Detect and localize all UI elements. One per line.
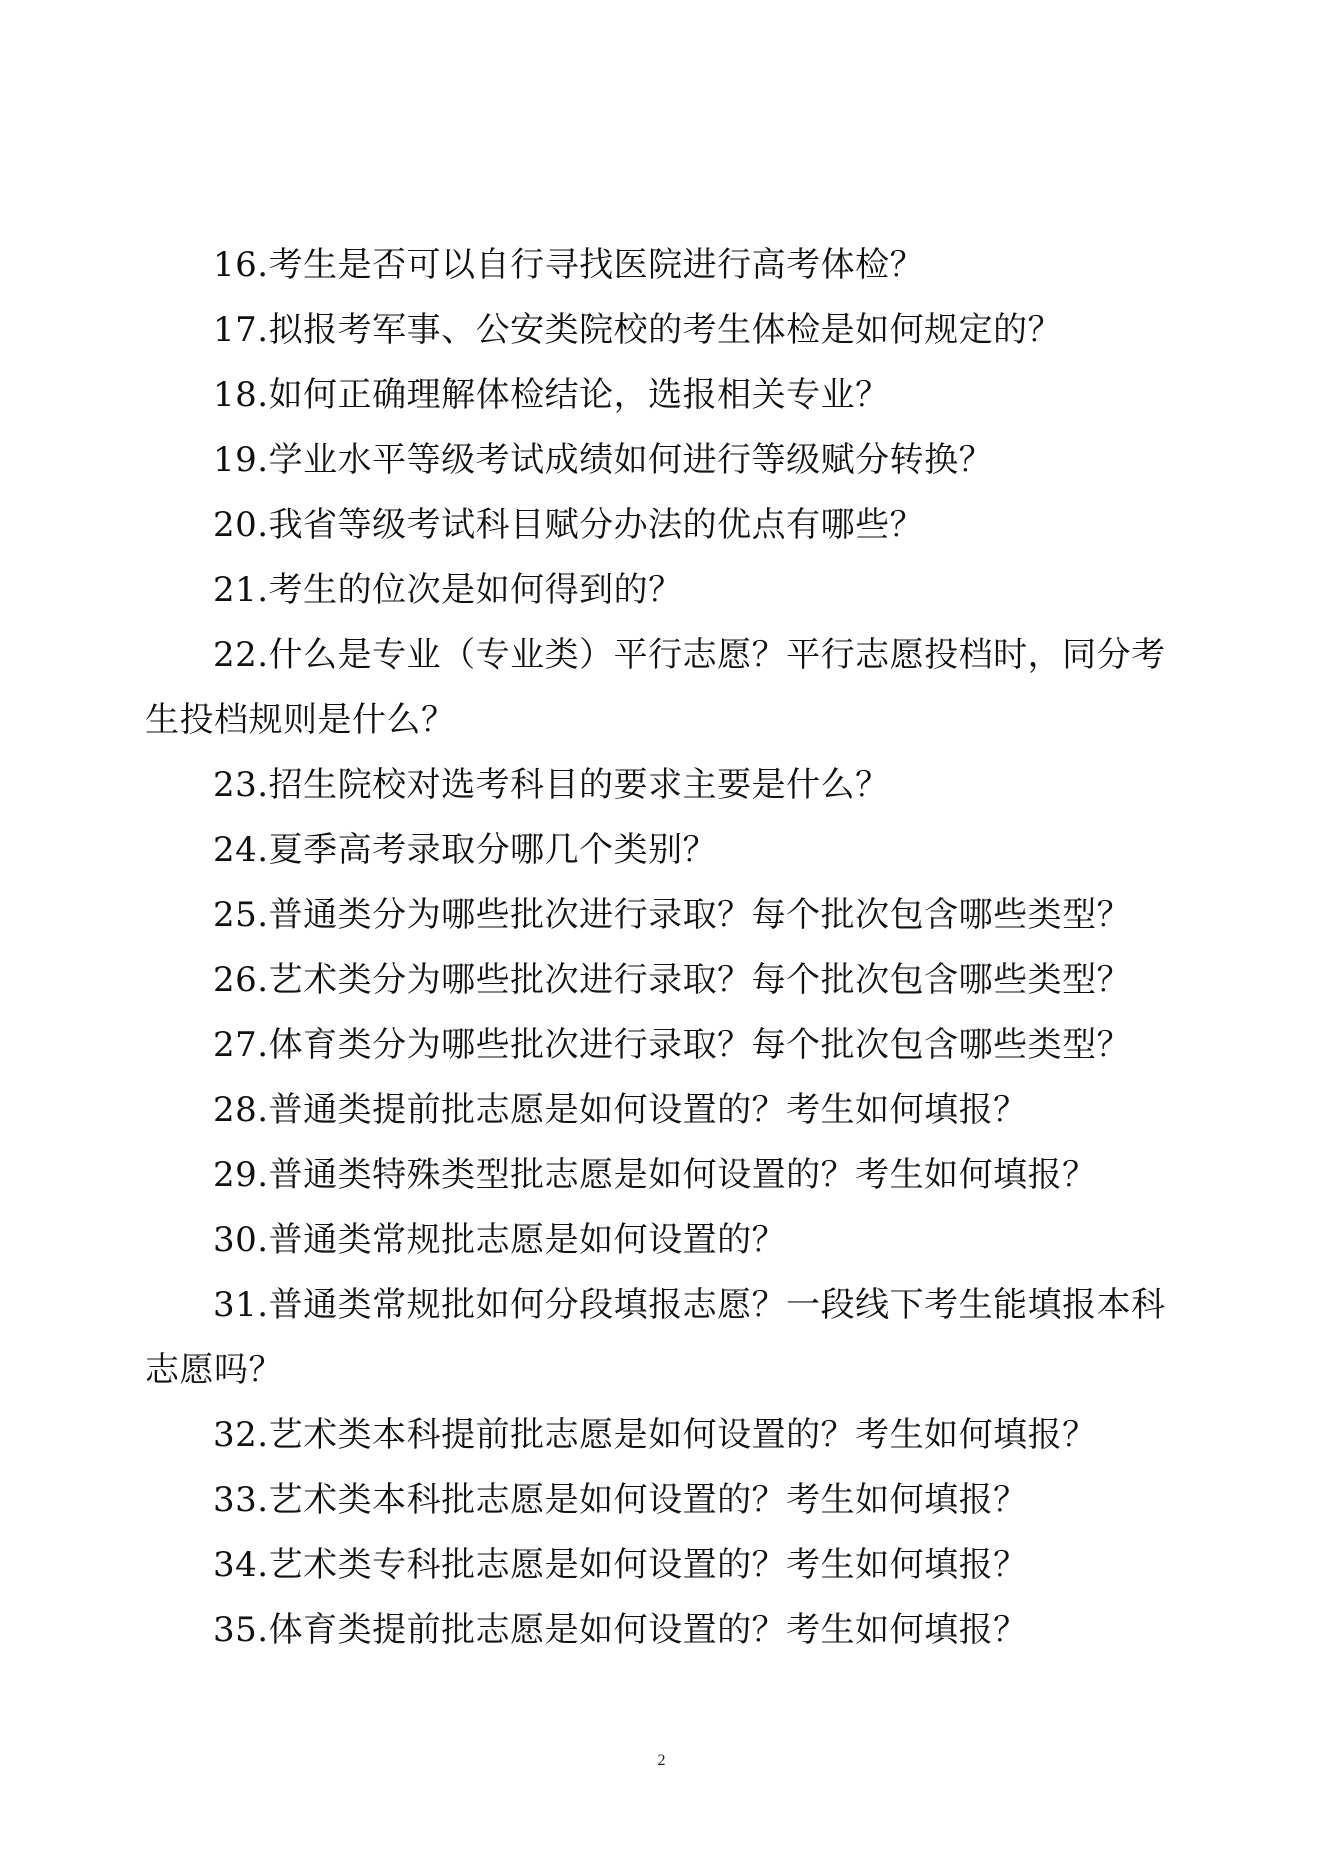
question-item-21: 21.考生的位次是如何得到的？: [213, 570, 683, 610]
question-item-35: 35.体育类提前批志愿是如何设置的？考生如何填报？: [213, 1610, 1028, 1650]
question-item-17: 17.拟报考军事、公安类院校的考生体检是如何规定的？: [213, 310, 1063, 350]
question-item-23: 23.招生院校对选考科目的要求主要是什么？: [213, 765, 890, 805]
question-item-25: 25.普通类分为哪些批次进行录取？每个批次包含哪些类型？: [213, 895, 1132, 935]
question-item-18: 18.如何正确理解体检结论，选报相关专业？: [213, 375, 890, 415]
question-item-34: 34.艺术类专科批志愿是如何设置的？考生如何填报？: [213, 1545, 1028, 1585]
question-item-33: 33.艺术类本科批志愿是如何设置的？考生如何填报？: [213, 1480, 1028, 1520]
question-item-27: 27.体育类分为哪些批次进行录取？每个批次包含哪些类型？: [213, 1025, 1132, 1065]
question-item-24: 24.夏季高考录取分哪几个类别？: [213, 830, 718, 870]
question-item-31: 31.普通类常规批如何分段填报志愿？一段线下考生能填报本科志愿吗？: [145, 1285, 1166, 1390]
question-item-22: 22.什么是专业（专业类）平行志愿？平行志愿投档时，同分考生投档规则是什么？: [145, 635, 1166, 740]
question-item-29: 29.普通类特殊类型批志愿是如何设置的？考生如何填报？: [213, 1155, 1097, 1195]
question-item-32: 32.艺术类本科提前批志愿是如何设置的？考生如何填报？: [213, 1415, 1097, 1455]
question-item-19: 19.学业水平等级考试成绩如何进行等级赋分转换？: [213, 440, 994, 480]
page-number: 2: [657, 1752, 666, 1769]
question-item-20: 20.我省等级考试科目赋分办法的优点有哪些？: [213, 505, 925, 545]
question-item-28: 28.普通类提前批志愿是如何设置的？考生如何填报？: [213, 1090, 1028, 1130]
question-item-16: 16.考生是否可以自行寻找医院进行高考体检？: [213, 245, 925, 285]
question-item-30: 30.普通类常规批志愿是如何设置的？: [213, 1220, 787, 1260]
question-list: [145, 233, 1185, 1663]
question-item-26: 26.艺术类分为哪些批次进行录取？每个批次包含哪些类型？: [213, 960, 1132, 1000]
